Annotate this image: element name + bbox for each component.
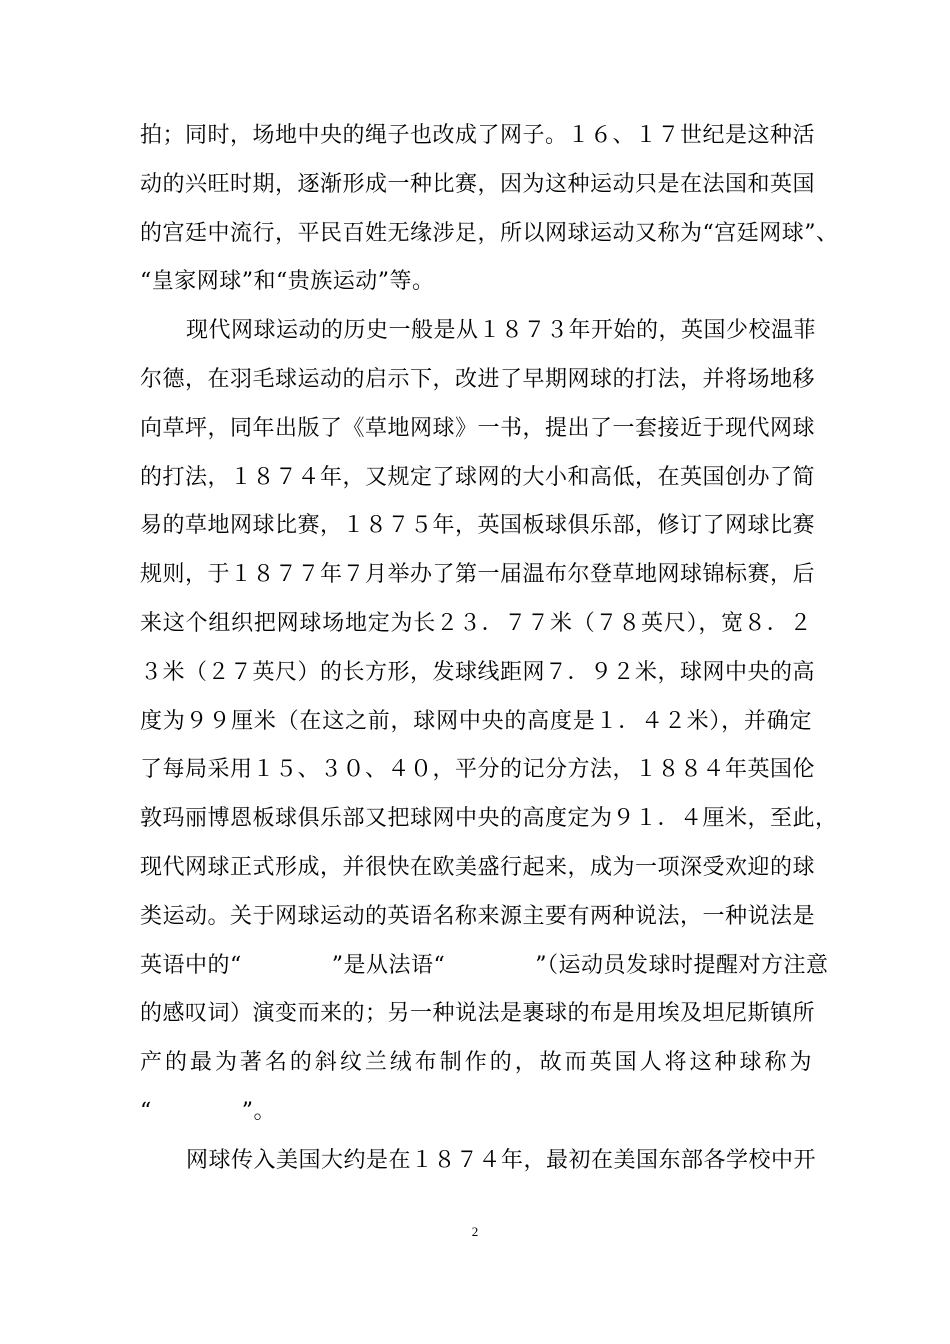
text-line: 度为９９厘米（在这之前，球网中央的高度是１．４２米），并确定: [140, 708, 812, 734]
text-line: 英语中的“ ”是从法语“ ”（运动员发球时提醒对方注意: [140, 952, 829, 978]
text-line: 拍；同时，场地中央的绳子也改成了网子。１６、１７世纪是这种活: [140, 123, 816, 148]
text-line: 规则，于１８７７年７月举办了第一届温布尔登草地网球锦标赛，后: [140, 562, 816, 588]
text-line: 动的兴旺时期，逐渐形成一种比赛，因为这种运动只是在法国和英国: [140, 171, 816, 197]
body-text: [140, 112, 839, 1186]
text-line: 尔德，在羽毛球运动的启示下，改进了早期网球的打法，并将场地移: [140, 366, 816, 392]
text-line: 类运动。关于网球运动的英语名称来源主要有两种说法，一种说法是: [140, 903, 816, 929]
paragraph-start-line: 网球传入美国大约是在１８７４年，最初在美国东部各学校中开: [186, 1147, 817, 1173]
text-line: 敦玛丽博恩板球俱乐部又把球网中央的高度定为９１．４厘米，至此，: [140, 806, 838, 832]
text-line: 了每局采用１５、３０、４０，平分的记分方法，１８８４年英国伦: [140, 757, 816, 783]
text-line: 的感叹词）演变而来的；另一种说法是裹球的布是用埃及坦尼斯镇所: [140, 1001, 816, 1027]
paragraph-start-line: 现代网球运动的历史一般是从１８７３年开始的，英国少校温菲: [186, 318, 817, 344]
text-line: 向草坪，同年出版了《草地网球》一书，提出了一套接近于现代网球: [140, 415, 816, 441]
text-line: 现代网球正式形成，并很快在欧美盛行起来，成为一项深受欢迎的球: [140, 854, 816, 880]
text-line: “皇家网球”和“贵族运动”等。: [140, 269, 435, 295]
text-line: 的宫廷中流行，平民百姓无缘涉足，所以网球运动又称为“宫廷网球”、: [140, 220, 839, 246]
text-line: 来这个组织把网球场地定为长２３．７７米（７８英尺），宽８．２: [140, 610, 812, 636]
text-line: ３米（２７英尺）的长方形，发球线距网７．９２米，球网中央的高: [140, 659, 816, 685]
page-number: 2: [471, 1224, 479, 1239]
text-line: 易的草地网球比赛，１８７５年，英国板球俱乐部，修订了网球比赛: [140, 513, 816, 539]
text-line: “ ”。: [140, 1098, 276, 1124]
text-line: 的打法，１８７４年，又规定了球网的大小和高低，在英国创办了简: [140, 464, 816, 490]
text-line: 产的最为著名的斜纹兰绒布制作的，故而英国人将这种球称为: [140, 1050, 812, 1076]
